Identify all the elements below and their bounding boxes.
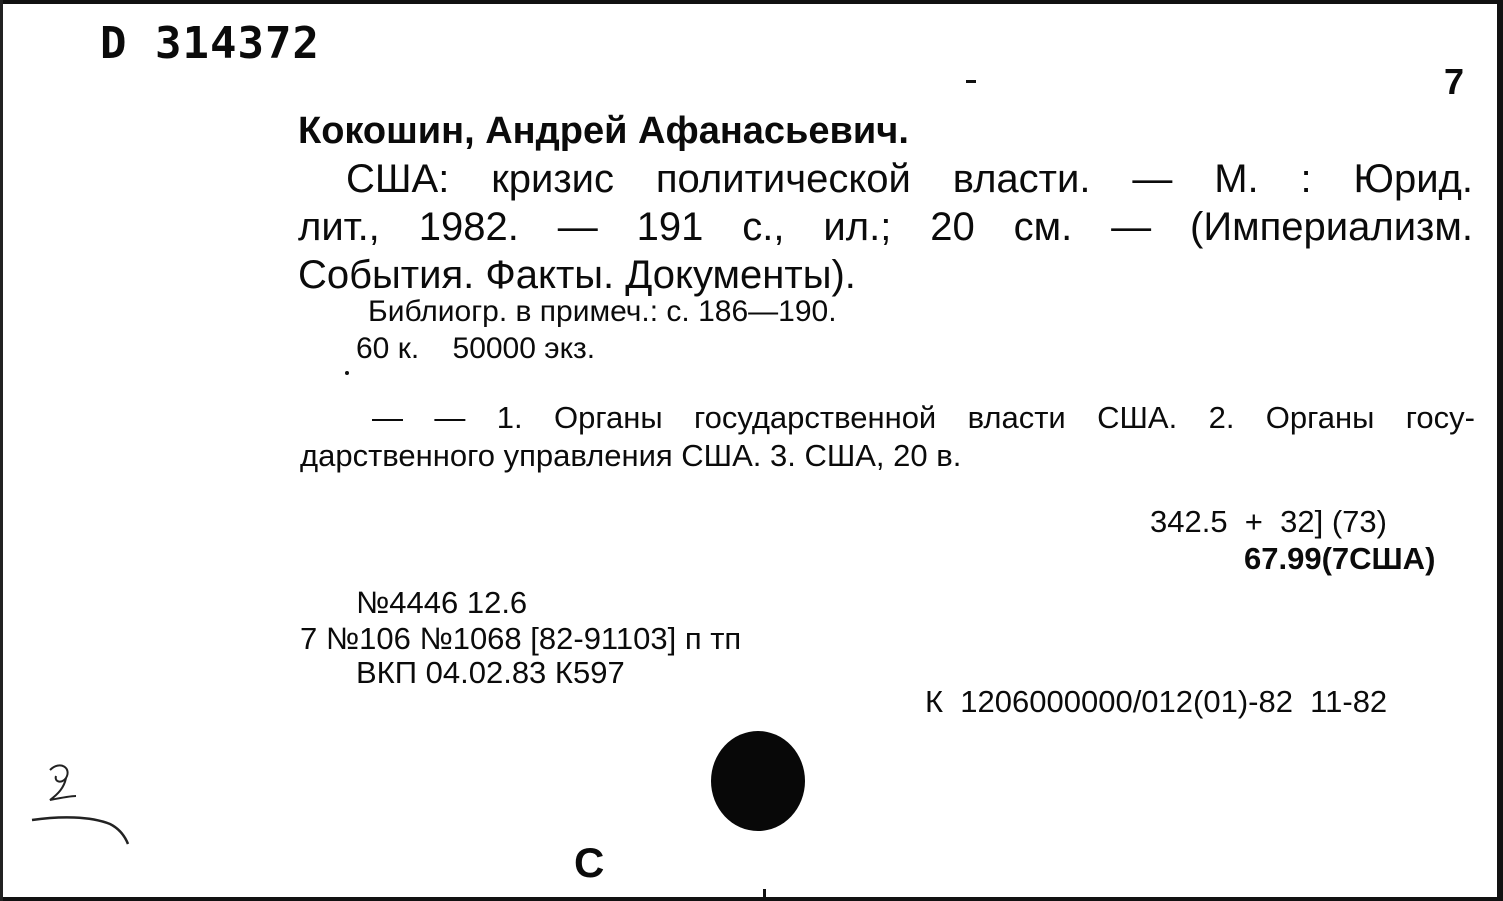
card-border-left: [0, 0, 3, 901]
corner-letter: С: [574, 839, 605, 886]
tick-mark: [763, 889, 766, 897]
title-line-1: США: кризис политической власти. — М. : Юрид.: [346, 157, 1473, 201]
classification-udc: 342.5 + 32] (73): [1150, 504, 1387, 539]
classification-bbk: 67.99(7США): [1244, 541, 1436, 576]
record-line-2: 7 №106 №1068 [82-91103] п тп: [300, 621, 742, 656]
subject-line-1: — — 1. Органы государственной власти США. 2. Органы госу-: [372, 400, 1475, 435]
card-border-bottom: [0, 897, 1503, 901]
page-number: 7: [1444, 61, 1465, 102]
record-line-3: ВКП 04.02.83 К597: [356, 655, 625, 690]
k-code: К 1206000000/012(01)-82 11-82: [925, 684, 1388, 719]
card-id: D 314372: [100, 18, 320, 69]
punch-hole-icon: [711, 731, 805, 831]
record-line-1: №4446 12.6: [356, 585, 528, 620]
title-line-2: лит., 1982. — 191 с., ил.; 20 см. — (Империализм.: [298, 205, 1473, 249]
price-and-run: 60 к. 50000 экз.: [356, 332, 596, 365]
dash-mark: [966, 80, 976, 83]
author-heading: Кокошин, Андрей Афанасьевич.: [298, 110, 909, 152]
bibliography-note: Библиогр. в примеч.: с. 186—190.: [368, 295, 837, 328]
card-border-right: [1497, 0, 1503, 901]
dot-mark: [345, 371, 349, 375]
subject-line-2: дарственного управления США. 3. США, 20 в.: [300, 438, 962, 473]
title-line-3: События. Факты. Документы).: [298, 253, 856, 297]
card-border-top: [0, 0, 1503, 4]
scribble-icon: [30, 758, 140, 853]
